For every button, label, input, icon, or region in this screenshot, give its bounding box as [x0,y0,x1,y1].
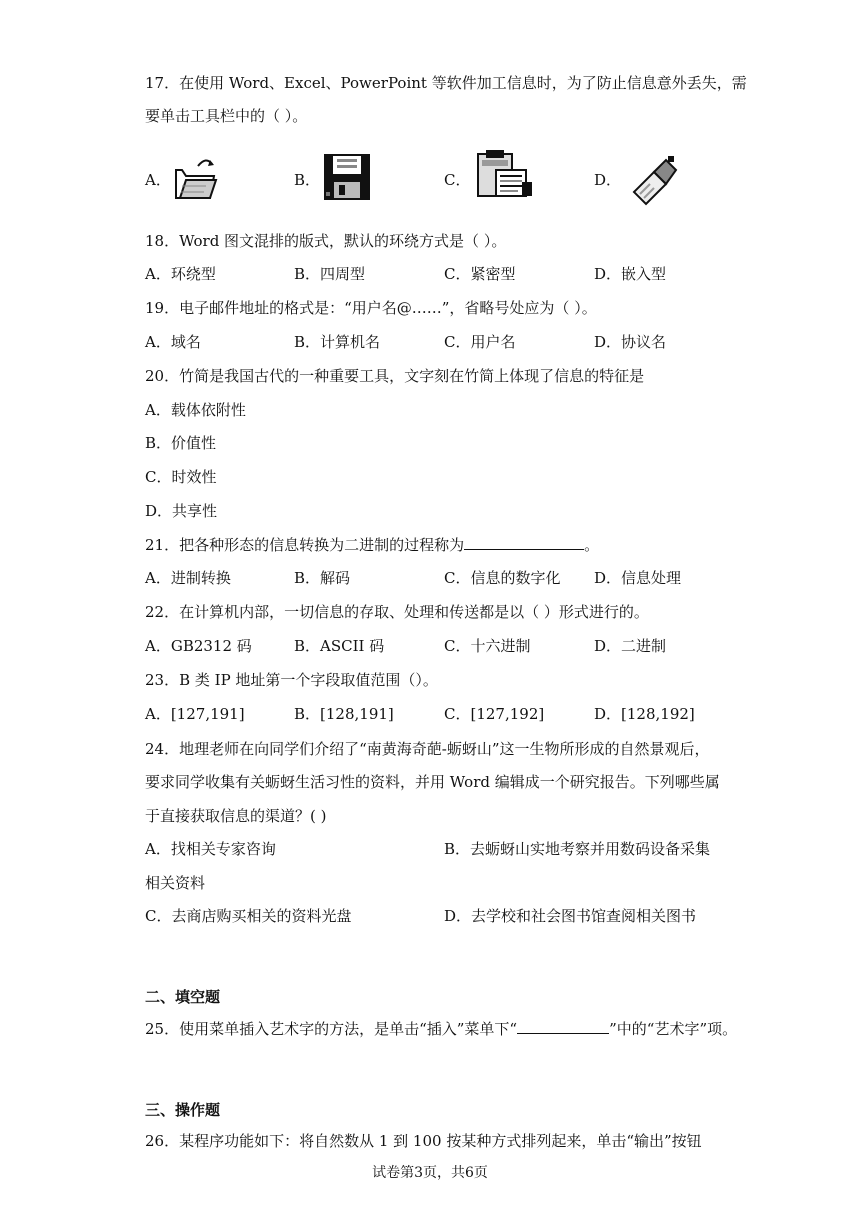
q23-stem: 23．B 类 IP 地址第一个字段取值范围（）。 [145,671,438,689]
q19-option-a: A．域名 [145,333,201,351]
q19-option-d: D．协议名 [594,333,667,351]
q17-stem-line2: 要单击工具栏中的（ ）。 [145,107,308,125]
open-folder-icon [172,152,218,206]
q17-option-a-label: A． [145,171,171,189]
q24-stem-line3: 于直接获取信息的渠道？( ) [145,807,327,825]
q24-option-d: D．去学校和社会图书馆查阅相关图书 [444,907,697,925]
q18-option-d: D．嵌入型 [594,265,667,283]
q22-option-d: D．二进制 [594,637,667,655]
page-footer: 试卷第3页，共6页 [372,1165,488,1181]
q23-option-b: B．[128,191] [294,705,394,723]
q24-option-b-continued: 相关资料 [145,874,206,892]
q21-stem-text: 21．把各种形态的信息转换为二进制的过程称为 [145,536,465,554]
q20-option-d: D．共享性 [145,502,218,520]
q20-option-a: A．载体依附性 [145,401,246,419]
q19-option-c: C．用户名 [444,333,516,351]
q25-stem-end: ”中的“艺术字”项。 [609,1020,738,1038]
q20-option-b: B．价值性 [145,434,217,452]
q21-stem-end: 。 [584,536,600,554]
section-operation-heading: 三、操作题 [145,1101,221,1119]
q23-option-d: D．[128,192] [594,705,695,723]
q23-option-a: A．[127,191] [145,705,245,723]
section-fill-in-blank-heading: 二、填空题 [145,988,221,1006]
q25-stem [145,1019,737,1039]
q19-option-b: B．计算机名 [294,333,381,351]
q21-option-d: D．信息处理 [594,569,682,587]
q21-option-a: A．进制转换 [145,569,231,587]
q17-stem-line1: 17．在使用 Word、Excel、PowerPoint 等软件加工信息时，为了防止信息意外丢失，需 [145,74,747,92]
q22-option-b: B．ASCII 码 [294,637,385,655]
q24-stem-line2: 要求同学收集有关蛎蚜生活习性的资料，并用 Word 编辑成一个研究报告。下列哪些属 [145,773,720,791]
q17-option-b-label: B． [294,171,321,189]
q18-option-c: C．紧密型 [444,265,516,283]
floppy-disk-save-icon [322,152,372,206]
q24-stem-line1: 24．地理老师在向同学们介绍了“南黄海奇葩-蛎蚜山”这一生物所形成的自然景观后， [145,740,710,758]
q22-option-a: A．GB2312 码 [145,637,252,655]
q17-option-c-label: C． [444,171,471,189]
q20-stem: 20．竹简是我国古代的一种重要工具，文字刻在竹简上体现了信息的特征是 [145,367,645,385]
q25-answer-blank [517,1019,609,1034]
q24-option-b: B．去蛎蚜山实地考察并用数码设备采集 [444,840,711,858]
q24-option-a: A．找相关专家咨询 [145,840,276,858]
q18-option-b: B．四周型 [294,265,366,283]
q18-option-a: A．环绕型 [145,265,216,283]
q25-stem-text: 25．使用菜单插入艺术字的方法，是单击“插入”菜单下“ [145,1020,518,1038]
q21-option-c: C．信息的数字化 [444,569,561,587]
q26-stem: 26．某程序功能如下：将自然数从 1 到 100 按某种方式排列起来，单击“输出”按钮 [145,1132,702,1150]
q19-stem: 19．电子邮件地址的格式是：“用户名@……”，省略号处应为（ ）。 [145,299,597,317]
q22-stem: 22．在计算机内部，一切信息的存取、处理和传送都是以（ ）形式进行的。 [145,603,649,621]
q17-option-d-label: D． [594,171,622,189]
q22-option-c: C．十六进制 [444,637,531,655]
q21-answer-blank [464,535,584,550]
q18-stem: 18．Word 图文混排的版式，默认的环绕方式是（ ）。 [145,232,507,250]
q20-option-c: C．时效性 [145,468,217,486]
clipboard-paste-icon [474,148,536,204]
q24-option-c: C．去商店购买相关的资料光盘 [145,907,352,925]
q21-option-b: B．解码 [294,569,351,587]
q23-option-c: C．[127,192] [444,705,545,723]
format-painter-brush-icon [628,152,680,212]
q21-stem [145,535,599,555]
